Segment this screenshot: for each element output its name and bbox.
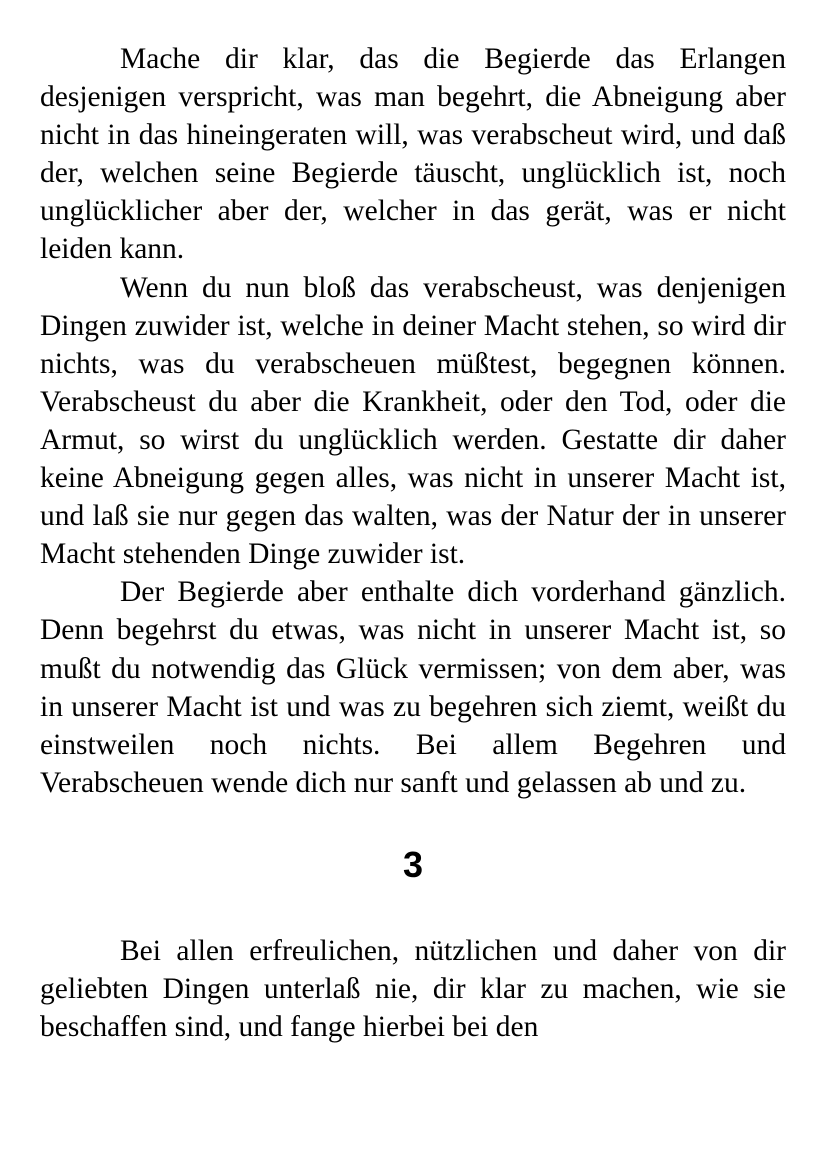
paragraph-verabscheuen: Wenn du nun bloß das verabscheust, was denjenigen Dingen zuwider ist, welche in deiner Macht stehen, so wird dir nichts, was du verabscheuen müßtest, begegnen können. Verabscheust du aber die Krankheit, oder den Tod, oder die Armut, so wirst du unglücklich werden. Gestatte dir daher keine Abneigung gegen alles, was nicht in unserer Macht ist, und laß sie nur gegen das walten, was der Natur der in unserer Macht stehenden Dinge zuwider ist. — [40, 271, 786, 571]
paragraph-erfreuliche-dinge: Bei allen erfreulichen, nützlichen und daher von dir geliebten Dingen unterlaß nie, dir klar zu machen, wie sie beschaffen sind, und fange hierbei bei den — [40, 934, 786, 1044]
chapter-number: 3 — [402, 843, 424, 885]
document-page — [40, 40, 786, 1046]
paragraph-begierde-abneigung: Mache dir klar, das die Begierde das Erlangen desjenigen verspricht, was man begehrt, die Abneigung aber nicht in das hineingeraten will, was verabscheut wird, und daß der, welchen seine Begierde täuscht, unglücklich ist, noch unglücklicher aber der, welcher in das gerät, was er nicht leiden kann. — [40, 43, 786, 266]
paragraph-begierde-enthalten: Der Begierde aber enthalte dich vorderhand gänzlich. Denn begehrst du etwas, was nicht in unserer Macht ist, so mußt du notwendig das Glück vermissen; von dem aber, was in unserer Macht ist und was zu begehren sich ziemt, weißt du einstweilen noch nichts. Bei allem Begehren und Verabscheuen wende dich nur sanft und gelassen ab und zu. — [40, 576, 786, 799]
